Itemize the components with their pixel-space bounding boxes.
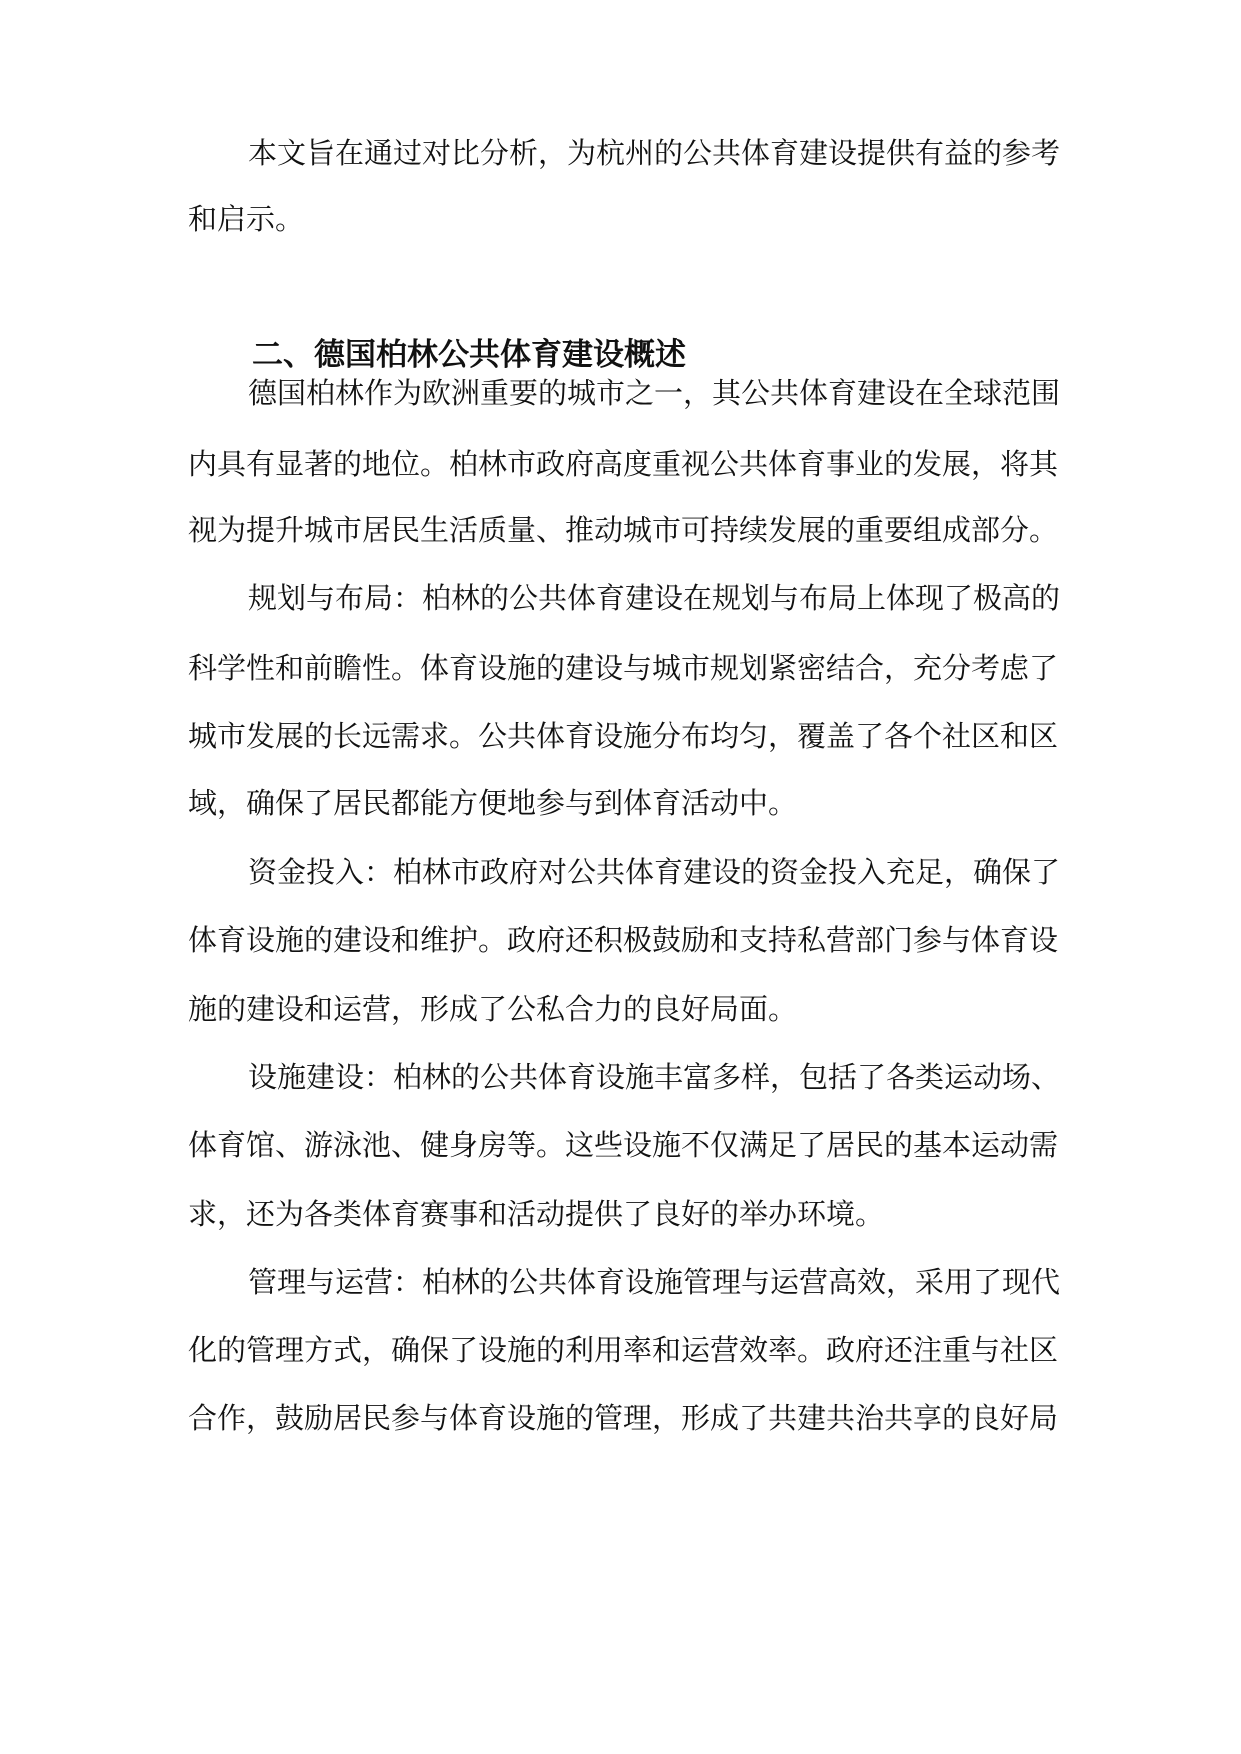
- p2-line-4: 域，确保了居民都能方便地参与到体育活动中。: [188, 786, 798, 820]
- section-heading: 二、德国柏林公共体育建设概述: [252, 337, 686, 373]
- p5-line-2: 化的管理方式，确保了设施的利用率和运营效率。政府还注重与社区: [188, 1333, 1059, 1367]
- intro-line-1: 本文旨在通过对比分析，为杭州的公共体育建设提供有益的参考: [248, 136, 1061, 170]
- p5-line-3: 合作，鼓励居民参与体育设施的管理，形成了共建共治共享的良好局: [188, 1401, 1059, 1435]
- p4-line-3: 求，还为各类体育赛事和活动提供了良好的举办环境。: [188, 1197, 885, 1231]
- p3-line-2: 体育设施的建设和维护。政府还积极鼓励和支持私营部门参与体育设: [188, 923, 1059, 957]
- p2-line-1: 规划与布局：柏林的公共体育建设在规划与布局上体现了极高的: [248, 581, 1061, 615]
- p1-line-1: 德国柏林作为欧洲重要的城市之一，其公共体育建设在全球范围: [248, 376, 1061, 410]
- p1-line-3: 视为提升城市居民生活质量、推动城市可持续发展的重要组成部分。: [188, 513, 1059, 547]
- p3-line-1: 资金投入：柏林市政府对公共体育建设的资金投入充足，确保了: [248, 855, 1061, 889]
- p4-line-1: 设施建设：柏林的公共体育设施丰富多样，包括了各类运动场、: [248, 1060, 1061, 1094]
- p5-line-1: 管理与运营：柏林的公共体育设施管理与运营高效，采用了现代: [248, 1265, 1061, 1299]
- p4-line-2: 体育馆、游泳池、健身房等。这些设施不仅满足了居民的基本运动需: [188, 1128, 1059, 1162]
- p3-line-3: 施的建设和运营，形成了公私合力的良好局面。: [188, 992, 798, 1026]
- p2-line-3: 城市发展的长远需求。公共体育设施分布均匀，覆盖了各个社区和区: [188, 719, 1059, 753]
- p2-line-2: 科学性和前瞻性。体育设施的建设与城市规划紧密结合，充分考虑了: [188, 651, 1059, 685]
- intro-line-2: 和启示。: [188, 202, 305, 236]
- p1-line-2: 内具有显著的地位。柏林市政府高度重视公共体育事业的发展，将其: [188, 447, 1059, 481]
